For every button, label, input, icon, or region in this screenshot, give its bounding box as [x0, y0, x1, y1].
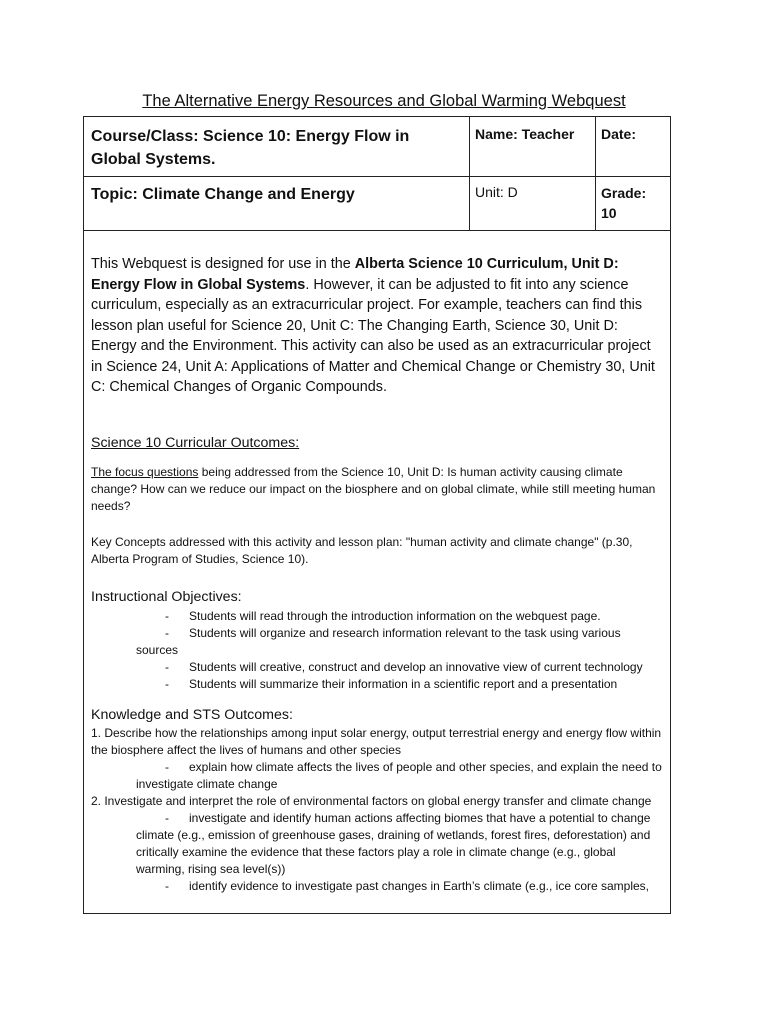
unit-label: Unit: D [475, 184, 518, 200]
focus-questions-label: The focus questions [91, 465, 199, 479]
focus-questions-paragraph [91, 464, 663, 515]
knowledge-item-2: 2. Investigate and interpret the role of environmental factors on global energy transfer and climate change [91, 794, 652, 808]
knowledge-heading: Knowledge and STS Outcomes: [91, 707, 293, 723]
objective-item: - Students will organize and research information relevant to the task using various [165, 626, 621, 640]
objectives-list [91, 608, 663, 693]
knowledge-item-1: 1. Describe how the relationships among input solar energy, output terrestrial energy and energy flow within the biosphere affect the lives of humans and other species [91, 726, 662, 757]
date-label: Date: [601, 126, 637, 142]
grade-value: 10 [601, 205, 617, 221]
row-divider-2 [84, 230, 670, 231]
intro-curriculum-bold: Alberta Science 10 Curriculum, Unit D: Energy Flow in Global Systems [91, 256, 619, 293]
document-title: The Alternative Energy Resources and Global Warming Webquest [142, 92, 626, 110]
column-divider-1 [469, 117, 470, 231]
row-divider-1 [84, 176, 670, 177]
objective-item: - Students will creative, construct and develop an innovative view of current technology [165, 660, 643, 674]
objectives-heading: Instructional Objectives: [91, 589, 242, 605]
focus-questions-text: being addressed from the Science 10, Unit D: Is human activity causing climate change? How can we reduce our impact on the biosphere and on global climate, while still meeting human needs? [91, 465, 656, 513]
course-class-label: Course/Class: Science 10: Energy Flow in Global Systems. [91, 128, 410, 168]
key-concepts-paragraph: Key Concepts addressed with this activity and lesson plan: "human activity and climate change" (p.30, Alberta Program of Studies, Science 10). [91, 535, 633, 566]
grade-block [601, 183, 646, 223]
knowledge-subitem: - identify evidence to investigate past changes in Earth’s climate (e.g., ice core samples, [165, 879, 650, 893]
column-divider-2 [595, 117, 596, 231]
topic-label: Topic: Climate Change and Energy [91, 186, 355, 203]
objective-continuation: sources [136, 643, 179, 657]
intro-paragraph [91, 254, 663, 398]
name-label: Name: Teacher [475, 126, 575, 142]
intro-text-start: This Webquest is designed for use in the [91, 256, 355, 272]
objective-item: - Students will read through the introduction information on the webquest page. [165, 609, 601, 623]
grade-label: Grade: [601, 185, 647, 201]
lesson-plan-table [83, 116, 671, 914]
outcomes-heading: Science 10 Curricular Outcomes: [91, 435, 300, 451]
knowledge-subitem: - explain how climate affects the lives of people and other species, and explain the need to investigate climate change [136, 760, 662, 791]
intro-text-rest: . However, it can be adjusted to fit into any science curriculum, especially as an extracurricular project. For example, teachers can find this lesson plan useful for Science 20, Unit C: The Changing Earth, Science 30, Unit D: Energy and the Environment. This activity can also be used as an extracurricular project in Science 24, Unit A: Applications of Matter and Chemical Change or Chemistry 30, Unit C: Chemical Changes of Organic Compounds. [91, 276, 655, 395]
objective-item: - Students will summarize their information in a scientific report and a presentation [165, 677, 618, 691]
knowledge-list [91, 725, 663, 895]
knowledge-subitem: - investigate and identify human actions affecting biomes that have a potential to change climate (e.g., emission of greenhouse gases, draining of wetlands, forest fires, deforestation) and critically examine the evidence that these factors play a role in climate change (e.g., global warming, rising sea level(s)) [136, 811, 651, 876]
